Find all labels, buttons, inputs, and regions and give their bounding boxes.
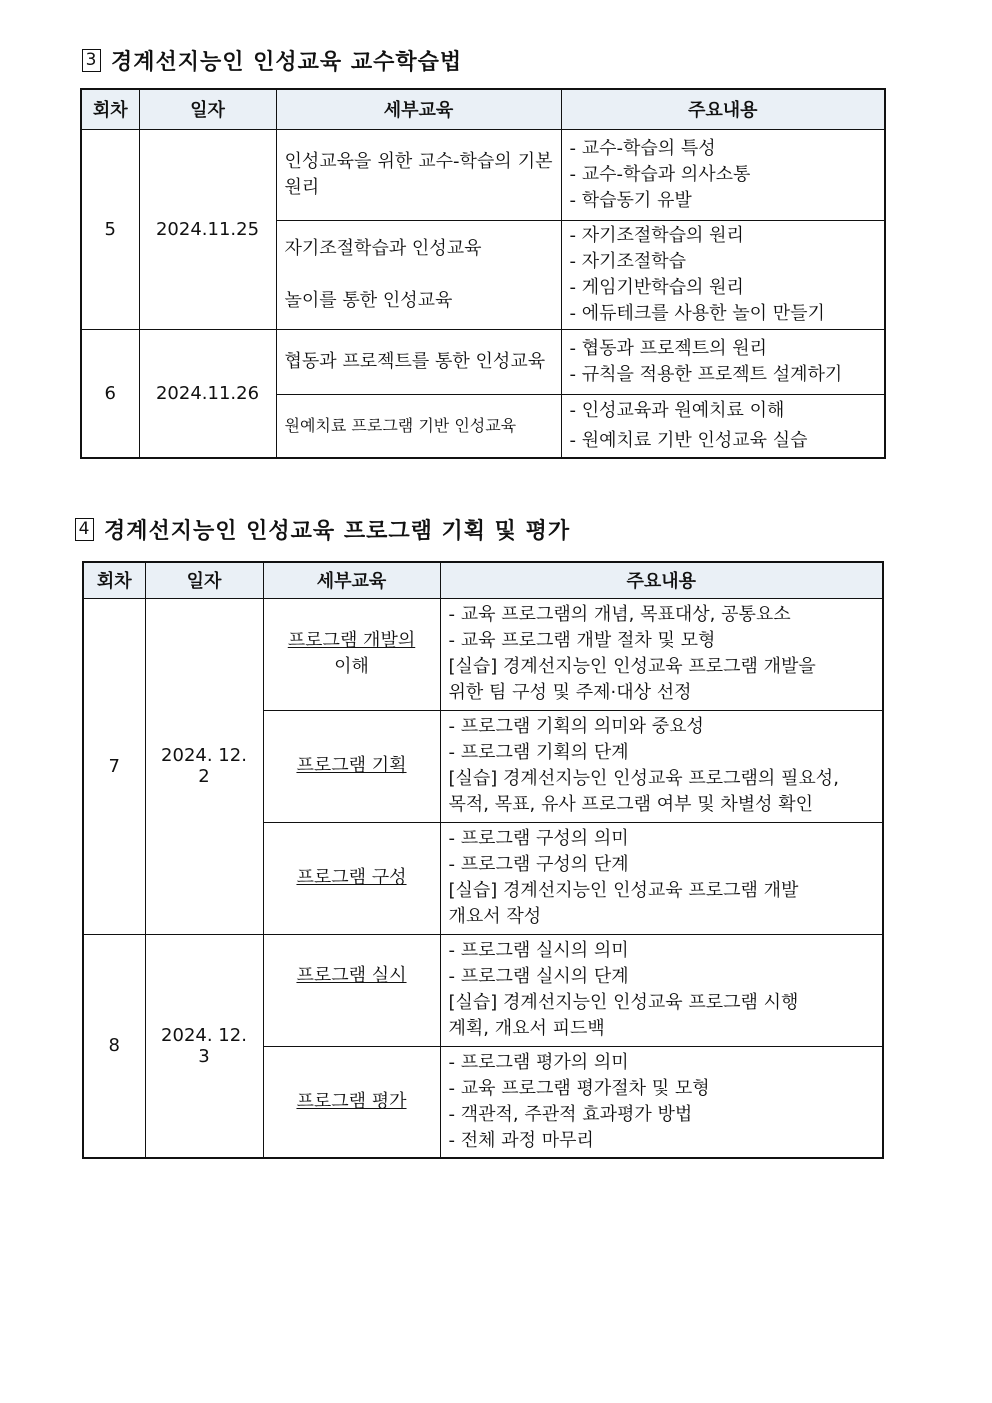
content-cell [440,934,883,1046]
content-line: [실습] 경계선지능인 인성교육 프로그램 개발 [448,880,799,901]
date-cell: 2024.11.25 [139,129,276,329]
content-line: - 교육 프로그램 개발 절차 및 모형 [448,630,716,651]
topic-line: 이해 [334,656,369,677]
content-line: - 프로그램 구성의 단계 [448,854,629,875]
section-3-title [82,45,462,76]
topic-line: 놀이를 통한 인성교육 [284,289,453,311]
section-4-heading: 경계선지능인 인성교육 프로그램 기획 및 평가 [104,519,571,544]
content-line: 목적, 목표, 유사 프로그램 여부 및 차별성 확인 [448,794,813,815]
header-session: 회차 [83,562,145,598]
topic-line: 인성교육을 위한 교수-학습의 기본 원리 [284,150,553,198]
content-line: - 프로그램 기획의 단계 [448,742,629,763]
session-cell: 8 [83,934,145,1158]
content-line: - 프로그램 실시의 의미 [448,940,629,961]
table-row [83,934,883,1046]
date-cell: 2024.11.26 [139,329,276,458]
topic-cell [263,598,440,710]
content-line: - 프로그램 기획의 의미와 중요성 [448,716,704,737]
content-line: - 에듀테크를 사용한 놀이 만들기 [569,302,825,324]
content-line: [실습] 경계선지능인 인성교육 프로그램의 필요성, [448,768,839,789]
header-topic: 세부교육 [276,89,561,129]
topic-cell [276,129,561,220]
content-line: - 협동과 프로젝트의 원리 [569,337,768,359]
content-cell [561,220,885,329]
section-4-number: 4 [75,518,94,541]
topic-line: 프로그램 평가 [296,1090,407,1112]
section-3-table [80,88,886,459]
content-line: 개요서 작성 [448,906,542,927]
content-cell [561,329,885,394]
content-line: - 교수-학습과 의사소통 [569,163,751,185]
session-cell: 6 [81,329,139,458]
topic-cell [263,822,440,934]
content-line: - 자기조절학습 [569,250,687,272]
topic-cell [263,710,440,822]
content-line: - 전체 과정 마무리 [448,1129,594,1151]
section-3-heading: 경계선지능인 인성교육 교수학습법 [111,50,463,75]
content-cell [440,1046,883,1158]
content-cell [440,598,883,710]
date-cell: 2024. 12. 2 [145,598,263,934]
content-line: - 학습동기 유발 [569,189,692,211]
table-row [83,598,883,710]
content-cell [440,822,883,934]
table-row [81,329,885,394]
section-4-title [75,514,570,545]
header-session: 회차 [81,89,139,129]
content-cell [561,129,885,220]
header-content: 주요내용 [561,89,885,129]
content-line: - 게임기반학습의 원리 [569,276,744,298]
session-cell: 5 [81,129,139,329]
topic-cell [276,394,561,458]
content-line: - 교육 프로그램의 개념, 목표대상, 공통요소 [448,604,791,625]
topic-cell [263,1046,440,1158]
topic-line: 프로그램 개발의 [287,630,416,651]
content-cell [561,394,885,458]
content-line: 계획, 개요서 피드백 [448,1018,605,1039]
content-cell [440,710,883,822]
content-line: 위한 팀 구성 및 주제·대상 선정 [448,682,692,703]
content-line: - 교수-학습의 특성 [569,137,716,159]
content-line: - 객관적, 주관적 효과평가 방법 [448,1103,693,1125]
topic-line: 프로그램 구성 [296,867,407,888]
date-cell: 2024. 12. 3 [145,934,263,1158]
header-content: 주요내용 [440,562,883,598]
topic-cell [263,934,440,1046]
topic-line: 협동과 프로젝트를 통한 인성교육 [284,350,546,372]
content-line: - 프로그램 평가의 의미 [448,1051,629,1073]
topic-line: 프로그램 기획 [296,755,407,776]
topic-line: 프로그램 실시 [296,964,407,986]
topic-line: 자기조절학습과 인성교육 [284,237,482,259]
content-line: [실습] 경계선지능인 인성교육 프로그램 개발을 [448,656,816,677]
header-date: 일자 [145,562,263,598]
content-line: - 프로그램 구성의 의미 [448,828,629,849]
content-line: - 프로그램 실시의 단계 [448,966,629,987]
header-date: 일자 [139,89,276,129]
header-topic: 세부교육 [263,562,440,598]
content-line: - 인성교육과 원예치료 이해 [569,399,785,421]
section-3-number: 3 [82,49,101,72]
content-line: - 자기조절학습의 원리 [569,224,744,246]
content-line: - 원예치료 기반 인성교육 실습 [569,429,808,451]
content-line: - 교육 프로그램 평가절차 및 모형 [448,1077,710,1099]
content-line: - 규칙을 적용한 프로젝트 설계하기 [569,363,843,385]
section-4-table [82,561,884,1159]
table-row [81,129,885,220]
session-cell: 7 [83,598,145,934]
topic-line: 원예치료 프로그램 기반 인성교육 [284,415,517,435]
topic-cell [276,329,561,394]
topic-cell [276,220,561,329]
content-line: [실습] 경계선지능인 인성교육 프로그램 시행 [448,992,799,1013]
